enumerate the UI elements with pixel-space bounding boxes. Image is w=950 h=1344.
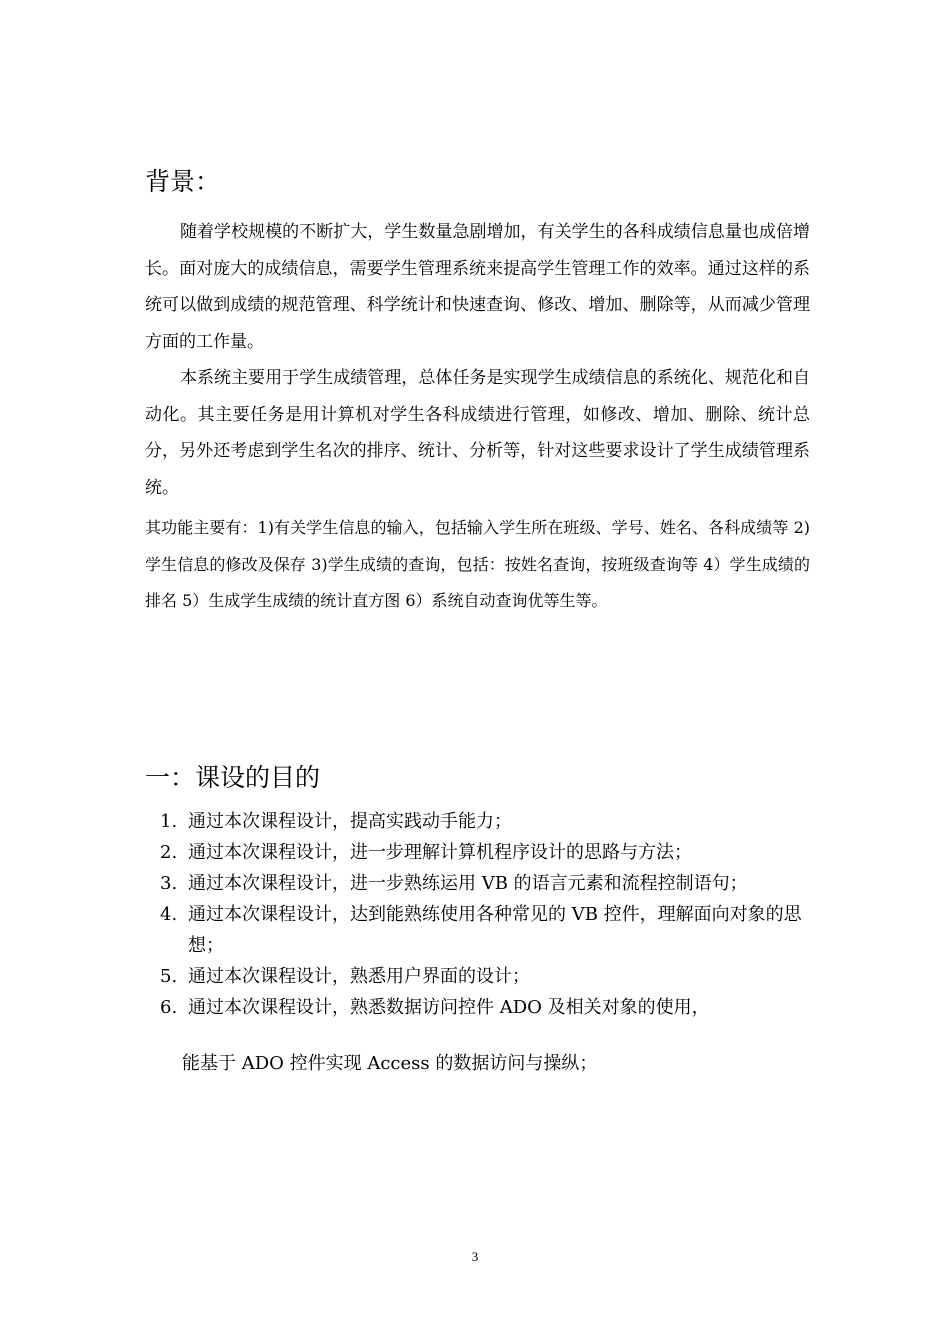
goal-item-6 bbox=[160, 992, 810, 1023]
goal-text: 通过本次课程设计，熟悉用户界面的设计； bbox=[188, 966, 530, 987]
goals-heading: 一：课设的目的 bbox=[145, 763, 321, 792]
goal-item-3 bbox=[160, 868, 810, 899]
background-paragraph-2: 本系统主要用于学生成绩管理，总体任务是实现学生成绩信息的系统化、规范化和自动化。其主要任务是用计算机对学生各科成绩进行管理，如修改、增加、删除、统计总分，另外还考虑到学生名次的排序、统计、分析等，针对这些要求设计了学生成绩管理系统。 bbox=[145, 368, 810, 498]
function-list-paragraph: 其功能主要有：1)有关学生信息的输入，包括输入学生所在班级、学号、姓名、各科成绩等 2)学生信息的修改及保存 3)学生成绩的查询，包括：按姓名查询，按班级查询等 4）学生成绩的排名 5）生成学生成绩的统计直方图 6）系统自动查询优等生等。 bbox=[145, 518, 810, 610]
goal-item-2 bbox=[160, 837, 810, 868]
page-number: 3 bbox=[471, 1249, 479, 1264]
goal-item-5 bbox=[160, 961, 810, 992]
goal-number: 5. bbox=[160, 966, 178, 987]
goal-text: 通过本次课程设计，提高实践动手能力； bbox=[188, 811, 512, 832]
goal-item-1 bbox=[160, 806, 810, 837]
goal-text: 通过本次课程设计，进一步熟练运用 VB 的语言元素和流程控制语句； bbox=[188, 873, 748, 894]
background-paragraph-1: 随着学校规模的不断扩大，学生数量急剧增加，有关学生的各科成绩信息量也成倍增长。面对庞大的成绩信息，需要学生管理系统来提高学生管理工作的效率。通过这样的系统可以做到成绩的规范管理、科学统计和快速查询、修改、增加、删除等，从而减少管理方面的工作量。 bbox=[145, 222, 810, 352]
background-heading: 背景： bbox=[145, 167, 221, 196]
goal-item-6-continuation: 能基于 ADO 控件实现 Access 的数据访问与操纵； bbox=[182, 1053, 598, 1074]
goal-item-4 bbox=[160, 899, 810, 961]
goal-number: 2. bbox=[160, 842, 178, 863]
goal-number: 4. bbox=[160, 904, 178, 925]
goal-text: 通过本次课程设计，熟悉数据访问控件 ADO 及相关对象的使用， bbox=[188, 997, 710, 1018]
goal-number: 3. bbox=[160, 873, 178, 894]
goal-number: 6. bbox=[160, 997, 178, 1018]
goal-text: 通过本次课程设计，达到能熟练使用各种常见的 VB 控件，理解面向对象的思想； bbox=[188, 904, 802, 956]
goal-text: 通过本次课程设计，进一步理解计算机程序设计的思路与方法； bbox=[188, 842, 692, 863]
goal-number: 1. bbox=[160, 811, 178, 832]
goals-list bbox=[160, 806, 810, 1023]
